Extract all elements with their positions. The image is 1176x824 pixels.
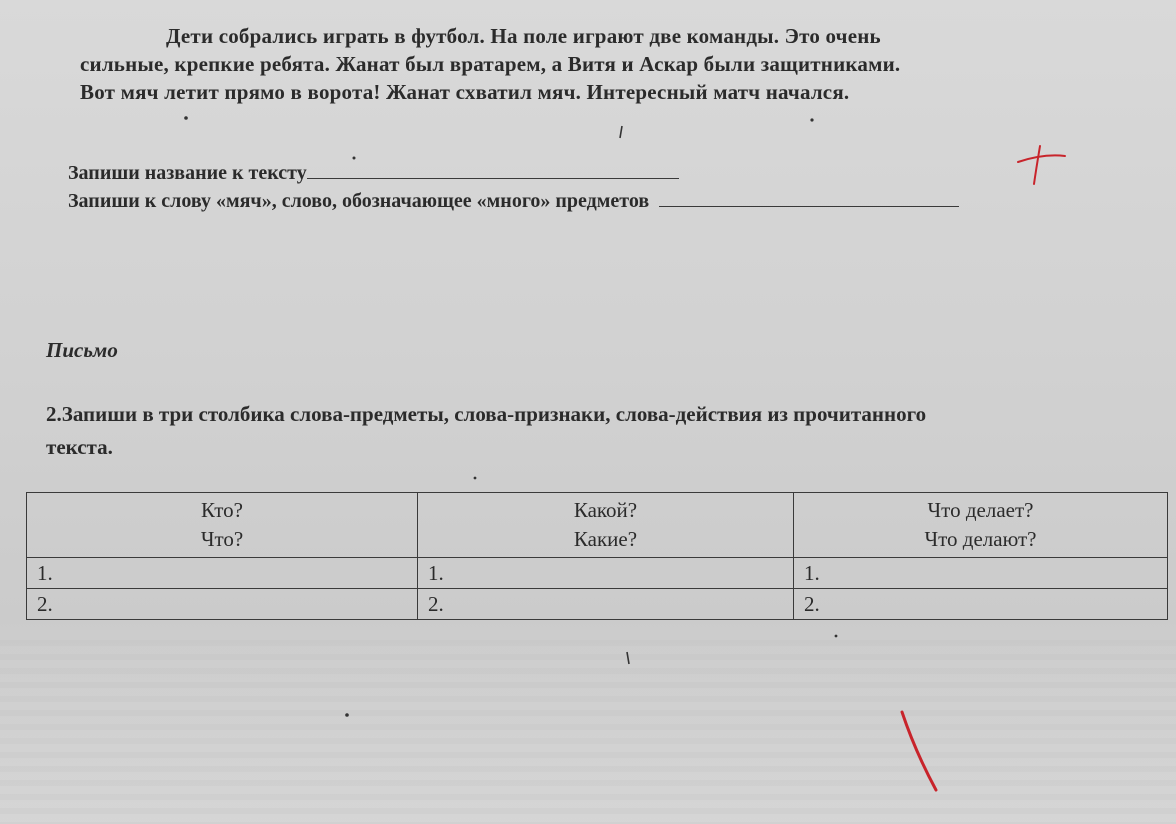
story-line-3: Вот мяч летит прямо в ворота! Жанат схватил мяч. Интересный матч начался. xyxy=(80,80,850,104)
section-title: Письмо xyxy=(46,338,118,362)
header-does-singular: Что делает? xyxy=(927,498,1034,522)
header-which-singular: Какой? xyxy=(573,498,638,522)
table-cell[interactable]: 2. xyxy=(794,589,1168,620)
header-what: Что? xyxy=(200,527,244,551)
header-which-plural: Какие? xyxy=(573,527,638,551)
table-cell[interactable]: 1. xyxy=(418,558,794,589)
header-does-plural: Что делают? xyxy=(924,527,1037,551)
task-line-2: текста. xyxy=(46,435,113,459)
table-cell[interactable]: 1. xyxy=(27,558,418,589)
header-who: Кто? xyxy=(201,498,243,522)
story-line-2: сильные, крепкие ребята. Жанат был вратарем, а Витя и Аскар были защитниками. xyxy=(80,52,901,76)
task-line-1: 2.Запиши в три столбика слова-предметы, слова-признаки, слова-действия из прочитанного xyxy=(46,402,927,426)
table-cell[interactable]: 2. xyxy=(27,589,418,620)
question-title-label: Запиши название к тексту xyxy=(68,162,307,184)
table-cell[interactable]: 2. xyxy=(418,589,794,620)
question-plural-label: Запиши к слову «мяч», слово, обозначающее «много» предметов xyxy=(68,190,650,212)
table-cell[interactable]: 1. xyxy=(794,558,1168,589)
story-line-1: Дети собрались играть в футбол. На поле играют две команды. Это очень xyxy=(166,24,881,48)
